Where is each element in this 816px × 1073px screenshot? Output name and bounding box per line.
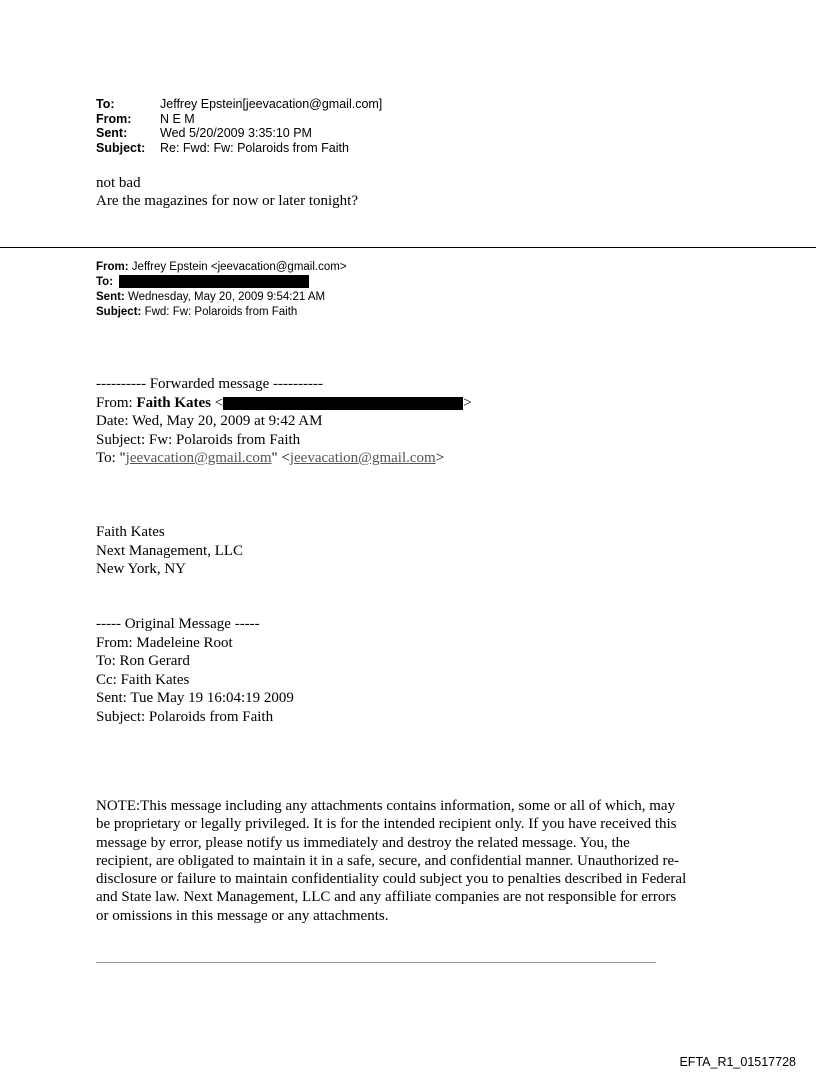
forwarded-to-suffix: >	[435, 450, 445, 466]
forwarded-to-row	[96, 449, 472, 468]
quoted-subject-label: Subject:	[96, 306, 142, 318]
quoted-sent-row	[96, 290, 347, 305]
quoted-header	[96, 260, 347, 320]
redaction-bar	[119, 275, 309, 288]
quoted-from-label: From:	[96, 261, 129, 273]
original-from: From: Madeleine Root	[96, 634, 233, 651]
header-subject-row	[96, 141, 382, 156]
forwarded-date: Date: Wed, May 20, 2009 at 9:42 AM	[96, 413, 323, 429]
to-label: To:	[96, 97, 115, 111]
quoted-sent-value: Wednesday, May 20, 2009 9:54:21 AM	[127, 291, 326, 303]
quoted-sent-label: Sent:	[96, 291, 125, 303]
redaction-bar	[223, 397, 463, 410]
forwarded-from-name: Faith Kates	[136, 394, 212, 411]
forwarded-from-row	[96, 394, 472, 413]
quoted-subject-value: Fwd: Fw: Polaroids from Faith	[144, 306, 298, 318]
quoted-from-row	[96, 260, 347, 275]
signature-company: Next Management, LLC	[96, 542, 244, 559]
note-line: recipient, are obligated to maintain it in a safe, secure, and confidential manner. Unauthorized re-	[96, 852, 680, 869]
legal-notice	[96, 797, 726, 925]
original-sent: Sent: Tue May 19 16:04:19 2009	[96, 690, 294, 706]
original-subject: Subject: Polaroids from Faith	[96, 708, 274, 725]
original-separator: ----- Original Message -----	[96, 616, 260, 632]
to-value: Jeffrey Epstein[jeevacation@gmail.com]	[160, 97, 383, 111]
header-to-row	[96, 97, 382, 112]
note-line: be proprietary or legally privileged. It is for the intended recipient only. If you have received this	[96, 816, 677, 833]
note-line: and State law. Next Management, LLC and any affiliate companies are not responsible for errors	[96, 889, 677, 906]
subject-label: Subject:	[96, 140, 146, 155]
forwarded-from-close: >	[463, 394, 472, 411]
original-cc: Cc: Faith Kates	[96, 671, 190, 688]
forwarded-subject: Subject: Fw: Polaroids from Faith	[96, 431, 301, 448]
note-line: or omissions in this message or any attachments.	[96, 907, 389, 924]
subject-value: Re: Fwd: Fw: Polaroids from Faith	[160, 140, 349, 155]
original-to: To: Ron Gerard	[96, 653, 190, 669]
sent-value: Wed 5/20/2009 3:35:10 PM	[160, 126, 312, 140]
signature-name: Faith Kates	[96, 524, 165, 540]
reply-line-2: Are the magazines for now or later tonight?	[96, 193, 358, 209]
forwarded-from-label: From:	[96, 394, 137, 411]
from-label: From:	[96, 111, 132, 126]
sent-label: Sent:	[96, 126, 128, 140]
signature	[96, 523, 243, 579]
note-line: NOTE:This message including any attachments contains information, some or all of which, may	[96, 798, 676, 814]
header-from-row	[96, 112, 382, 127]
reply-body	[96, 174, 358, 210]
forwarded-message	[96, 375, 472, 468]
forwarded-to-prefix: To: "	[96, 450, 126, 466]
from-value: N E M	[160, 111, 195, 126]
original-message	[96, 615, 294, 726]
header-sent-row	[96, 126, 382, 141]
document-id: EFTA_R1_01517728	[679, 1055, 796, 1069]
note-line: message by error, please notify us immediately and destroy the related message. You, the	[96, 834, 630, 851]
email-link[interactable]: jeevacation@gmail.com	[125, 450, 272, 466]
signature-location: New York, NY	[96, 561, 187, 577]
email-header	[96, 97, 382, 155]
reply-line-1: not bad	[96, 175, 141, 191]
quoted-to-row	[96, 275, 347, 290]
forwarded-separator: ---------- Forwarded message ----------	[96, 376, 323, 392]
forwarded-to-mid: " <	[271, 450, 290, 466]
note-line: disclosure or failure to maintain confidentiality could subject you to penalties described in Federal	[96, 871, 687, 888]
quoted-subject-row	[96, 305, 347, 320]
quoted-from-value: Jeffrey Epstein <jeevacation@gmail.com>	[131, 261, 347, 273]
footer-divider	[96, 962, 656, 963]
section-divider	[0, 247, 816, 248]
quoted-to-label: To:	[96, 276, 114, 288]
forwarded-from-open: <	[214, 394, 224, 411]
email-link[interactable]: jeevacation@gmail.com	[289, 450, 436, 466]
